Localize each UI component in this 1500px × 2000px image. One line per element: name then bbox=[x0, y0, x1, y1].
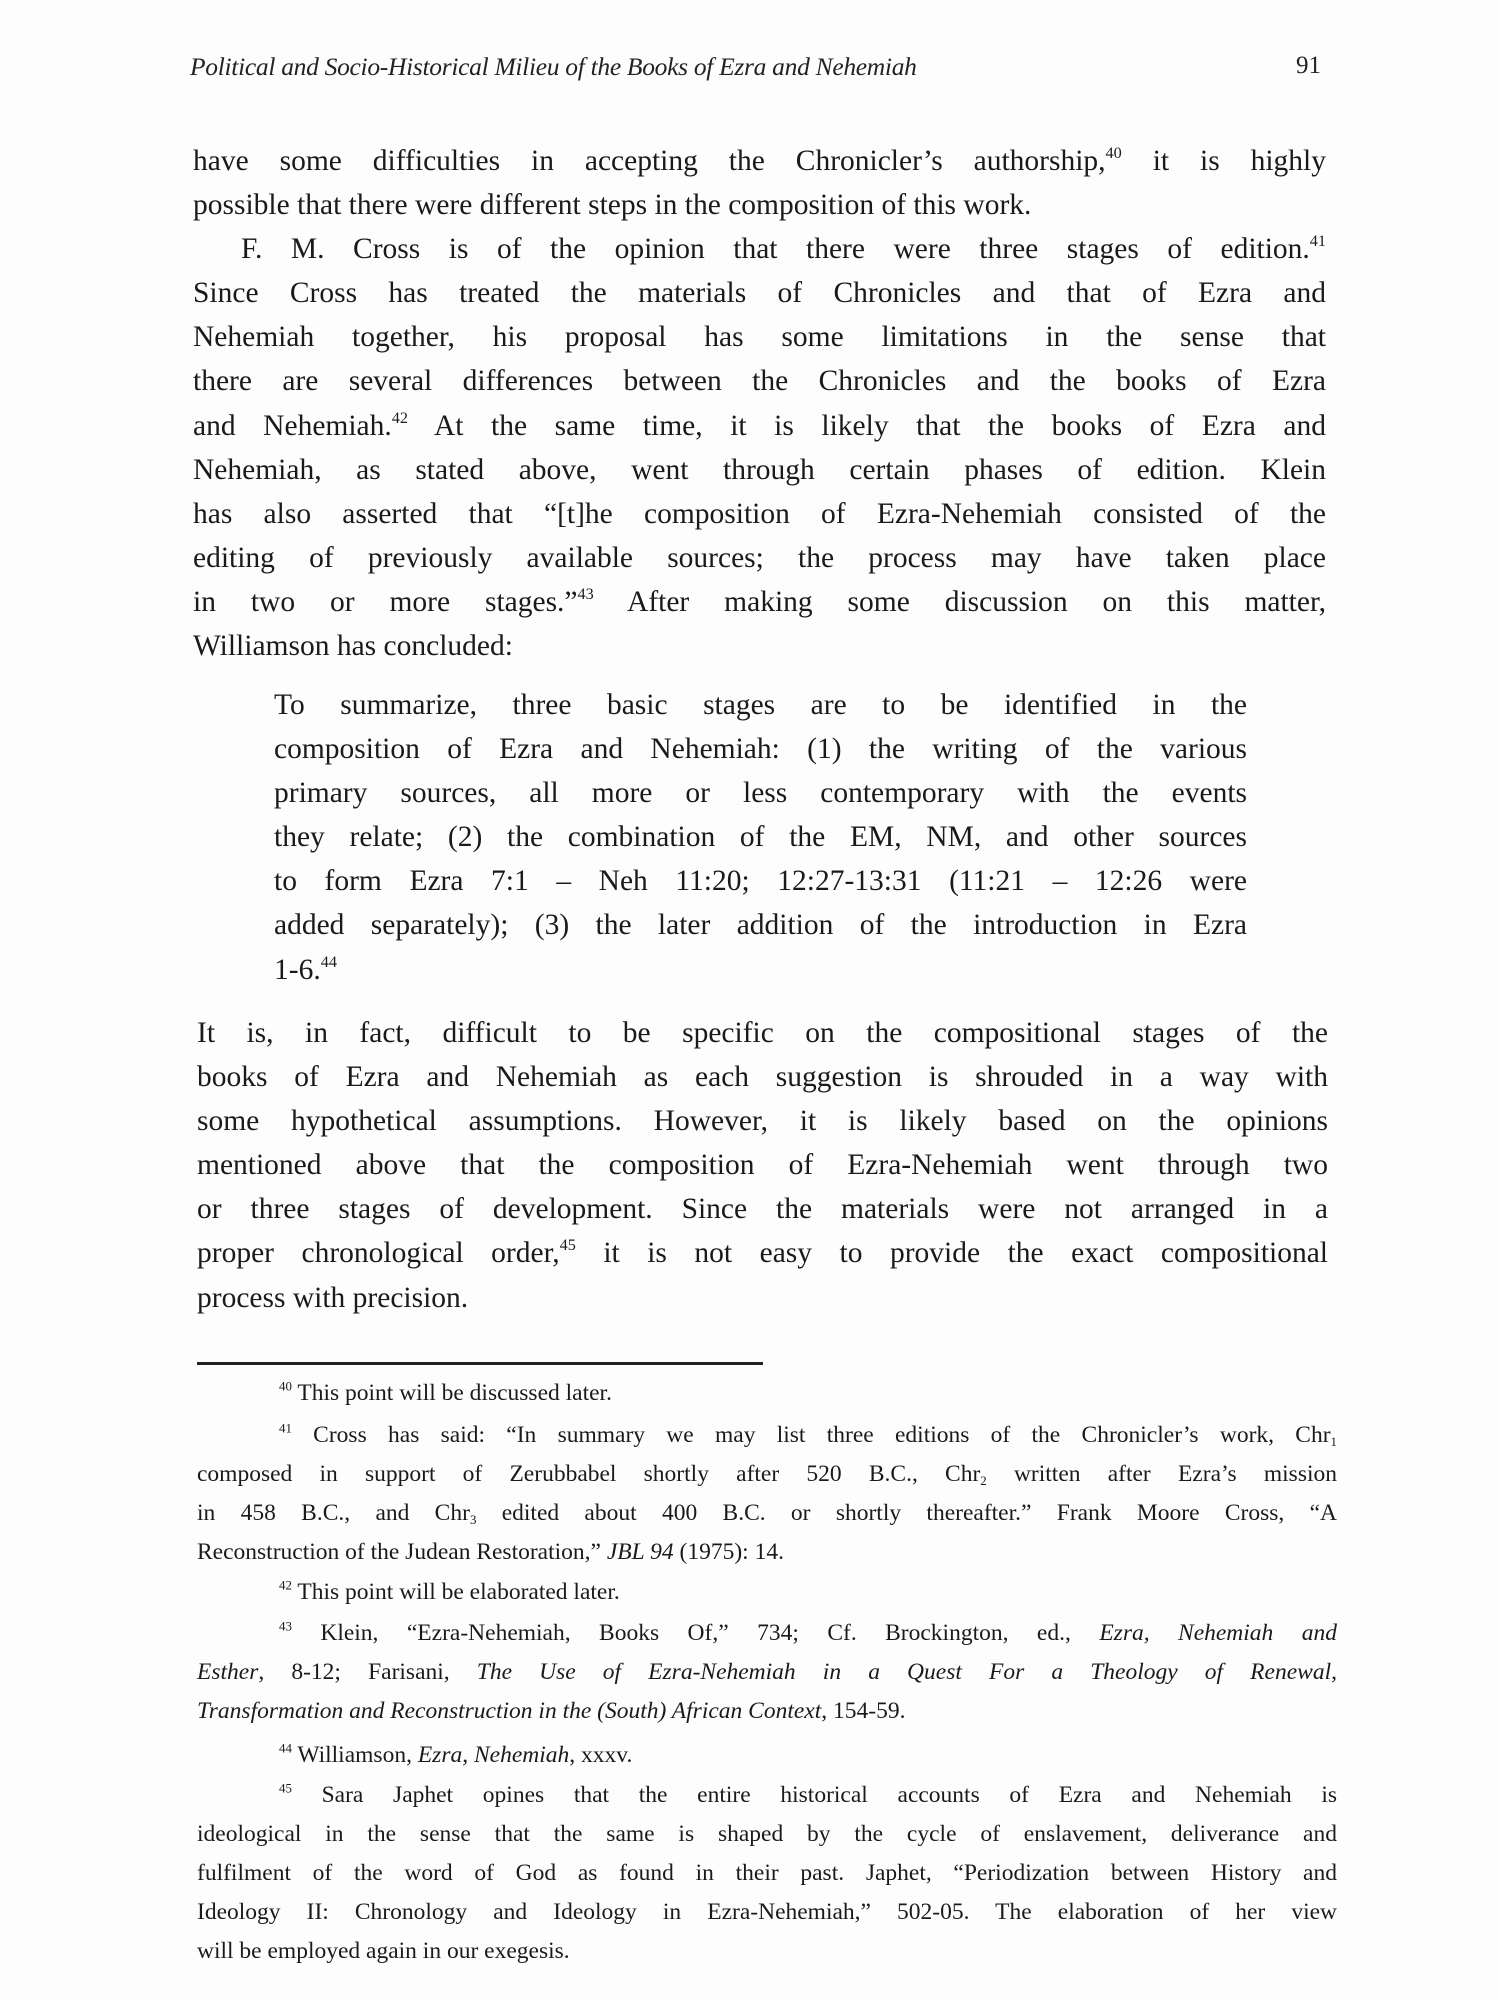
italic-text: Esther bbox=[197, 1659, 259, 1685]
text-segment: Ideology II: Chronology and Ideology in Ezra-Nehemiah,” 502-05. The elaboration of her view bbox=[197, 1899, 1337, 1925]
text-segment: or three stages of development. Since the materials were not arranged in a bbox=[197, 1193, 1328, 1226]
text-segment: it is highly bbox=[1121, 145, 1327, 177]
text-segment: Reconstruction of the Judean Restoration,” bbox=[197, 1539, 607, 1565]
footnote-marker: 45 bbox=[279, 1780, 292, 1796]
text-segment: edited about 400 B.C. or shortly thereafter.” Frank Moore Cross, “A bbox=[476, 1500, 1337, 1526]
text-segment: editing of previously available sources; the process may have taken place bbox=[193, 541, 1326, 574]
text-line bbox=[197, 1815, 1337, 1854]
text-segment: 1-6. bbox=[274, 953, 321, 986]
text-line bbox=[197, 1776, 1337, 1815]
text-segment: it is not easy to provide the exact compositional bbox=[575, 1237, 1328, 1270]
footnote-40 bbox=[197, 1374, 1337, 1413]
text-line bbox=[197, 1187, 1328, 1231]
text-line bbox=[193, 139, 1326, 183]
text-line bbox=[193, 536, 1326, 580]
italic-text: Transformation and Reconstruction in the (South) African Context bbox=[197, 1698, 822, 1724]
footnote-44 bbox=[197, 1736, 1337, 1775]
text-line bbox=[193, 315, 1326, 359]
text-line bbox=[193, 624, 1326, 668]
text-line bbox=[274, 771, 1247, 815]
footnote-marker: 42 bbox=[391, 408, 408, 427]
text-segment: proper chronological order, bbox=[197, 1237, 560, 1270]
text-line bbox=[197, 1099, 1328, 1143]
text-segment: primary sources, all more or less contemporary with the events bbox=[274, 777, 1247, 810]
running-header-title: Political and Socio-Historical Milieu of the Books of Ezra and Nehemiah bbox=[190, 52, 917, 81]
text-segment: It is, in fact, difficult to be specific on the compositional stages of the bbox=[197, 1017, 1328, 1049]
text-segment: This point will be discussed later. bbox=[291, 1380, 612, 1406]
text-segment: , 8-12; Farisani, bbox=[258, 1659, 477, 1685]
text-segment: written after Ezra’s mission bbox=[986, 1461, 1338, 1487]
text-segment: Williamson, bbox=[291, 1742, 418, 1768]
text-line bbox=[193, 227, 1326, 271]
text-segment: (1975): 14. bbox=[673, 1539, 784, 1565]
text-line bbox=[193, 580, 1326, 624]
text-segment: Williamson has concluded: bbox=[193, 630, 513, 663]
text-segment: Klein, “Ezra-Nehemiah, Books Of,” 734; Cf. Brockington, ed., bbox=[291, 1620, 1100, 1646]
footnote-43 bbox=[197, 1614, 1337, 1731]
text-line bbox=[197, 1416, 1337, 1455]
text-segment: in two or more stages.” bbox=[193, 585, 578, 618]
text-line bbox=[197, 1614, 1337, 1653]
block-quote-williamson bbox=[274, 683, 1247, 992]
text-line bbox=[193, 492, 1326, 536]
text-line bbox=[193, 183, 1326, 227]
footnote-marker: 43 bbox=[279, 1618, 292, 1634]
text-segment: fulfilment of the word of God as found in their past. Japhet, “Periodization between History and bbox=[197, 1860, 1337, 1886]
paragraph-conclusion bbox=[197, 1011, 1328, 1320]
text-segment: added separately); (3) the later addition of the introduction in Ezra bbox=[274, 909, 1247, 942]
footnote-marker: 40 bbox=[279, 1378, 292, 1394]
subscript: 2 bbox=[980, 1472, 987, 1488]
italic-text: Ezra, Nehemiah bbox=[417, 1742, 570, 1768]
text-segment: has also asserted that “[t]he composition of Ezra-Nehemiah consisted of the bbox=[193, 497, 1326, 530]
text-segment: ideological in the sense that the same is shaped by the cycle of enslavement, deliverance and bbox=[197, 1821, 1337, 1847]
text-line bbox=[197, 1276, 1328, 1320]
text-segment: Sara Japhet opines that the entire historical accounts of Ezra and Nehemiah is bbox=[291, 1782, 1337, 1808]
text-segment: To summarize, three basic stages are to be identified in the bbox=[274, 689, 1247, 721]
footnote-42 bbox=[197, 1573, 1337, 1612]
text-segment: process with precision. bbox=[197, 1281, 469, 1314]
text-line bbox=[197, 1932, 1337, 1971]
footnote-marker: 41 bbox=[1309, 232, 1326, 251]
text-segment: composed in support of Zerubbabel shortly after 520 B.C., Chr bbox=[197, 1461, 981, 1487]
text-segment: F. M. Cross is of the opinion that there were three stages of edition. bbox=[241, 233, 1310, 266]
text-segment: will be employed again in our exegesis. bbox=[197, 1938, 570, 1964]
text-line bbox=[197, 1231, 1328, 1275]
footnote-separator bbox=[197, 1362, 763, 1365]
italic-text: JBL 94 bbox=[606, 1539, 674, 1565]
text-line bbox=[274, 948, 1247, 992]
text-line bbox=[193, 404, 1326, 448]
text-line bbox=[274, 683, 1247, 727]
text-line bbox=[197, 1143, 1328, 1187]
text-segment: Cross has said: “In summary we may list three editions of the Chronicler’s work, Chr bbox=[291, 1422, 1331, 1448]
text-segment: This point will be elaborated later. bbox=[291, 1579, 620, 1605]
footnote-marker: 45 bbox=[559, 1236, 576, 1255]
text-segment: mentioned above that the composition of Ezra-Nehemiah went through two bbox=[197, 1149, 1328, 1182]
text-line bbox=[193, 448, 1326, 492]
text-line bbox=[193, 271, 1326, 315]
footnote-marker: 42 bbox=[279, 1577, 292, 1593]
text-segment: have some difficulties in accepting the Chronicler’s authorship, bbox=[193, 145, 1106, 177]
text-line bbox=[274, 859, 1247, 903]
text-line bbox=[197, 1854, 1337, 1893]
text-segment: in 458 B.C., and Chr bbox=[197, 1500, 470, 1526]
text-segment: At the same time, it is likely that the books of Ezra and bbox=[408, 409, 1326, 442]
text-line bbox=[274, 727, 1247, 771]
footnote-45 bbox=[197, 1776, 1337, 1971]
text-segment: possible that there were different steps in the composition of this work. bbox=[193, 189, 1032, 222]
text-line bbox=[274, 903, 1247, 947]
text-segment: Since Cross has treated the materials of Chronicles and that of Ezra and bbox=[193, 277, 1326, 310]
text-line bbox=[197, 1494, 1337, 1533]
text-line bbox=[197, 1736, 1337, 1775]
text-line bbox=[197, 1573, 1337, 1612]
text-line bbox=[274, 815, 1247, 859]
footnote-marker: 41 bbox=[279, 1420, 292, 1436]
text-segment: books of Ezra and Nehemiah as each suggestion is shrouded in a way with bbox=[197, 1061, 1328, 1094]
text-line bbox=[197, 1692, 1337, 1731]
text-line bbox=[197, 1653, 1337, 1692]
text-line bbox=[197, 1893, 1337, 1932]
text-segment: , xxxv. bbox=[569, 1742, 633, 1768]
text-segment: Nehemiah together, his proposal has some limitations in the sense that bbox=[193, 321, 1326, 354]
footnote-41 bbox=[197, 1416, 1337, 1572]
text-segment: some hypothetical assumptions. However, it is likely based on the opinions bbox=[197, 1105, 1328, 1138]
italic-text: The Use of Ezra-Nehemiah in a Quest For a Theology of Renewal, bbox=[476, 1659, 1337, 1685]
text-segment: composition of Ezra and Nehemiah: (1) the writing of the various bbox=[274, 733, 1247, 766]
footnote-marker: 44 bbox=[279, 1740, 292, 1756]
paragraph-intro bbox=[193, 139, 1326, 668]
text-line bbox=[197, 1455, 1337, 1494]
text-segment: to form Ezra 7:1 – Neh 11:20; 12:27-13:31 (11:21 – 12:26 were bbox=[274, 865, 1247, 898]
subscript: 1 bbox=[1330, 1433, 1337, 1449]
italic-text: Ezra, Nehemiah and bbox=[1099, 1620, 1337, 1646]
footnote-marker: 44 bbox=[320, 952, 337, 971]
text-line bbox=[193, 359, 1326, 403]
page-number: 91 bbox=[1296, 52, 1321, 79]
footnote-marker: 43 bbox=[577, 584, 594, 603]
text-segment: After making some discussion on this matter, bbox=[593, 585, 1326, 618]
text-line bbox=[197, 1011, 1328, 1055]
text-segment: they relate; (2) the combination of the EM, NM, and other sources bbox=[274, 821, 1247, 854]
footnote-marker: 40 bbox=[1105, 143, 1122, 162]
subscript: 3 bbox=[469, 1511, 477, 1527]
text-segment: and Nehemiah. bbox=[193, 409, 392, 442]
text-line bbox=[197, 1055, 1328, 1099]
text-segment: Nehemiah, as stated above, went through certain phases of edition. Klein bbox=[193, 453, 1326, 486]
text-line bbox=[197, 1374, 1337, 1413]
text-segment: , 154-59. bbox=[821, 1698, 906, 1724]
text-segment: there are several differences between the Chronicles and the books of Ezra bbox=[193, 365, 1326, 398]
text-line bbox=[197, 1533, 1337, 1572]
